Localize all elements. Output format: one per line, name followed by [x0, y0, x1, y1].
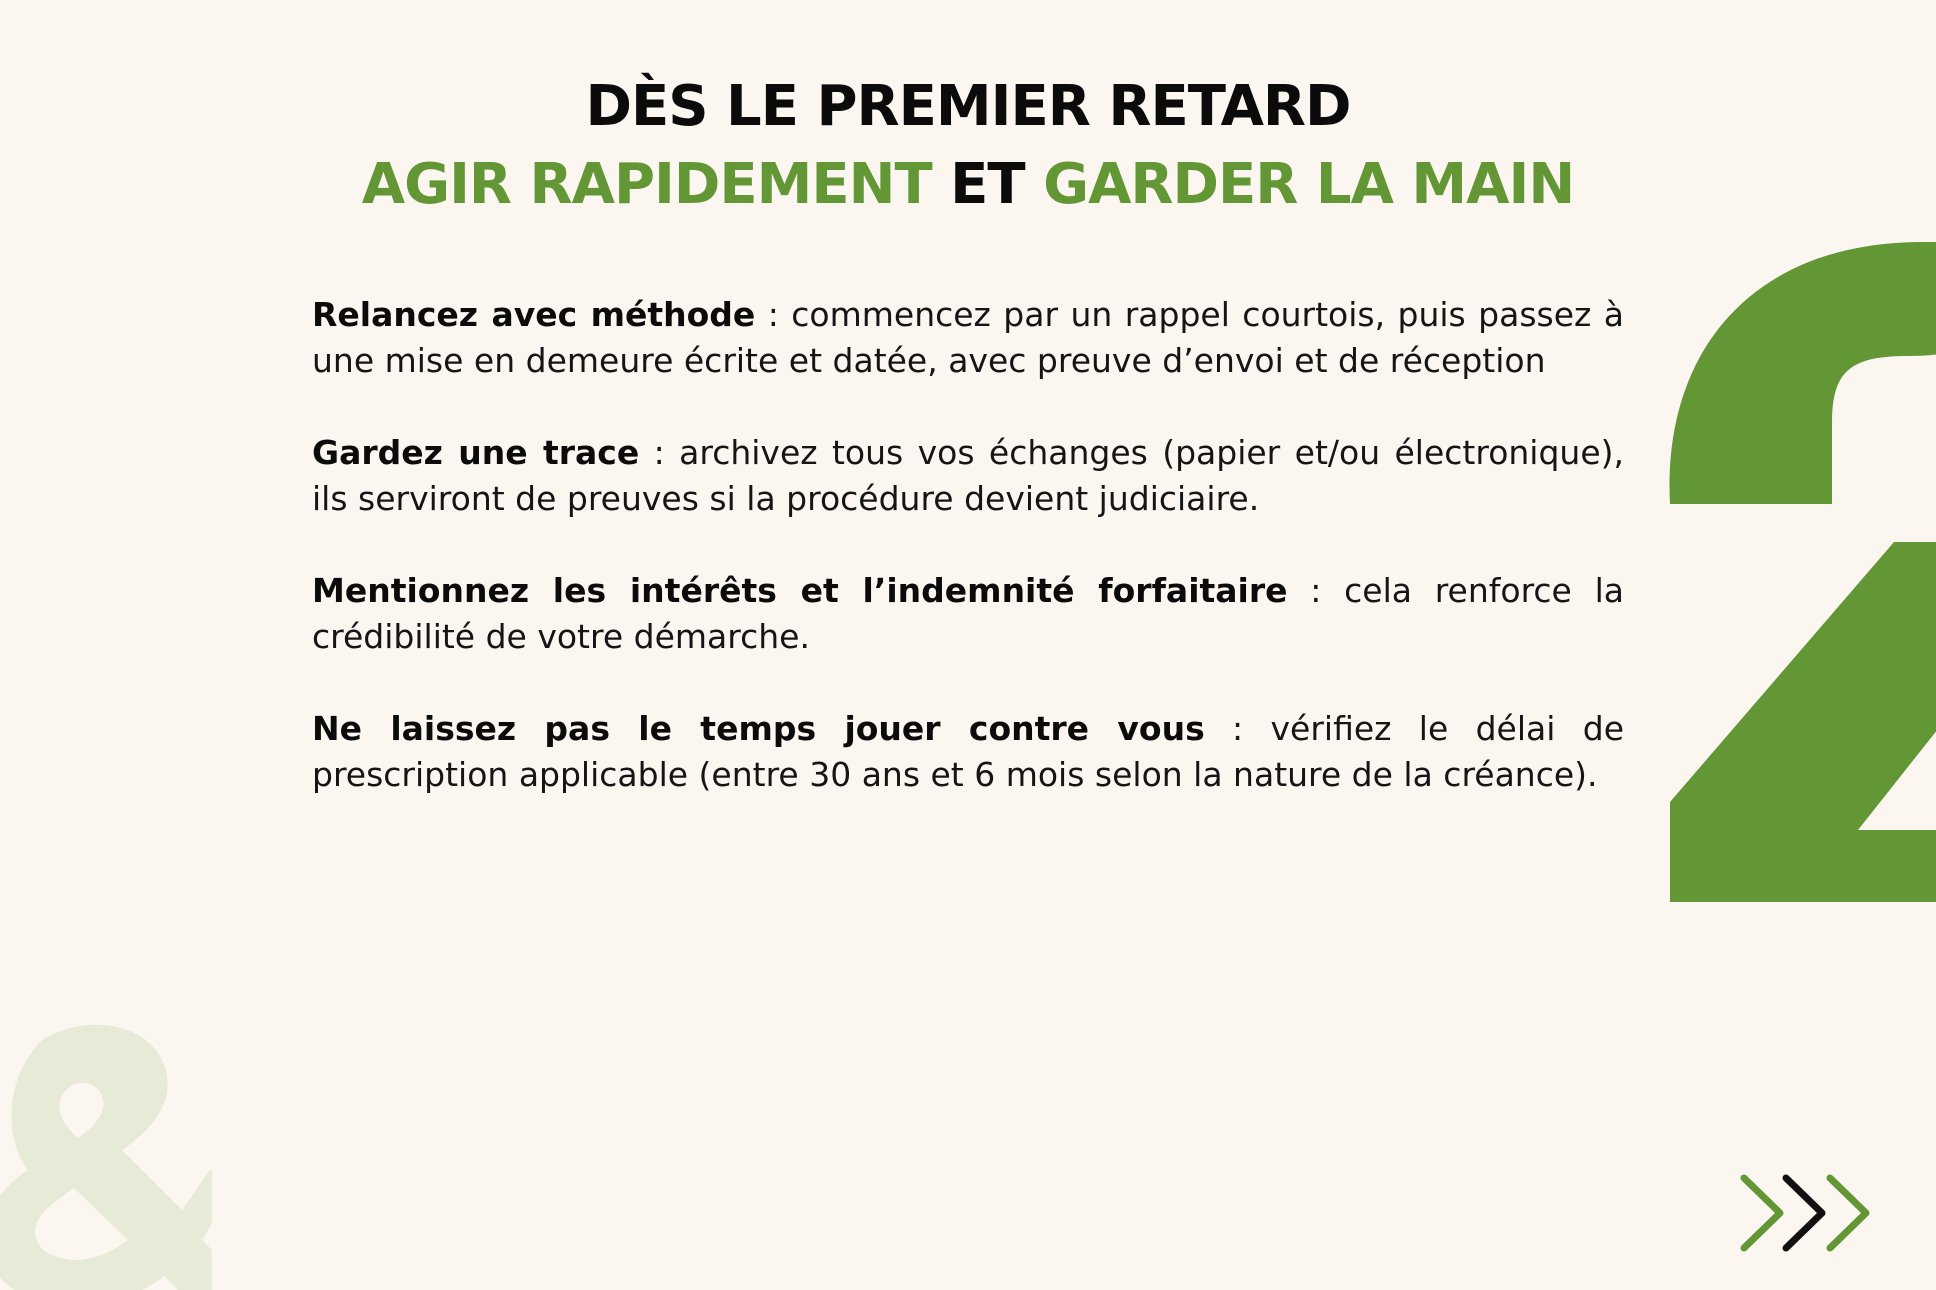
tip-paragraph: [312, 706, 1624, 798]
ampersand-graphic: [0, 1020, 212, 1290]
tip-paragraph: [312, 292, 1624, 384]
number-two-graphic: [1662, 242, 1936, 902]
tip-text: : commencez par un rappel courtois, puis passez à une mise en demeure écrite et datée, avec preuve d’envoi et de réception: [312, 295, 1624, 380]
title-connector: ET: [950, 152, 1025, 217]
tips-list: [312, 292, 1624, 844]
title-line-2: [0, 152, 1936, 218]
tip-text: : archivez tous vos échanges (papier et/ou électronique), ils serviront de preuves si la procédure devient judiciaire.: [312, 433, 1624, 518]
title-line-1: DÈS LE PREMIER RETARD: [585, 74, 1351, 139]
tip-paragraph: [312, 430, 1624, 522]
title-highlight-garder: GARDER LA MAIN: [1043, 152, 1575, 217]
tip-lead: Mentionnez les intérêts et l’indemnité forfaitaire: [312, 571, 1288, 610]
tip-lead: Relancez avec méthode: [312, 295, 756, 334]
triple-chevron-right-icon[interactable]: [1738, 1170, 1876, 1256]
tip-lead: Ne laissez pas le temps jouer contre vous: [312, 709, 1205, 748]
tip-paragraph: [312, 568, 1624, 660]
title-highlight-agir: AGIR RAPIDEMENT: [361, 152, 932, 217]
tip-lead: Gardez une trace: [312, 433, 640, 472]
tip-text: : cela renforce la crédibilité de votre démarche.: [312, 571, 1624, 656]
tip-text: : vérifiez le délai de prescription applicable (entre 30 ans et 6 mois selon la nature de la créance).: [312, 709, 1625, 794]
